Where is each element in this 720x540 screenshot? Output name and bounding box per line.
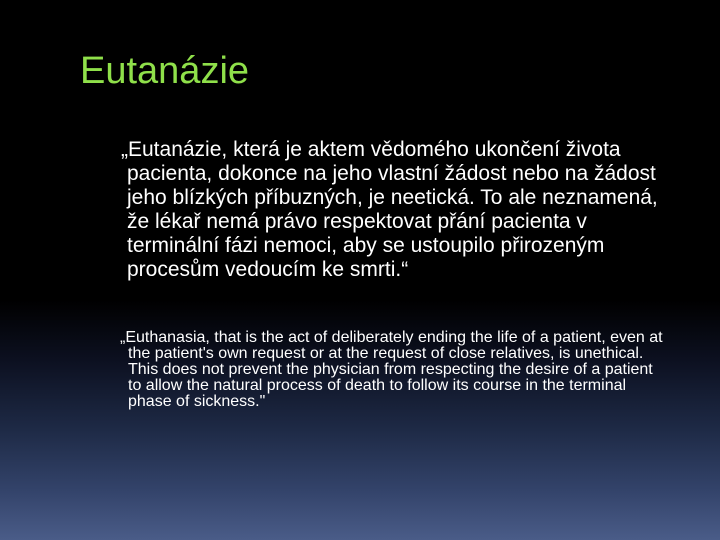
slide-title: Eutanázie [80, 50, 250, 92]
czech-quote: „Eutanázie, která je aktem vědomého ukončení života pacienta, dokonce na jeho vlastní žádost nebo na žádost jeho blízkých příbuzných, je neetická. To ale neznamená, že lékař nemá právo respektovat přání pacienta v terminální fázi nemoci, aby se ustoupilo přirozeným procesům vedoucím ke smrti.“ [121, 138, 658, 281]
english-quote: „Euthanasia, that is the act of deliberately ending the life of a patient, even at the patient's own request or at the request of close relatives, is unethical. This does not prevent the physician from respecting the desire of a patient to allow the natural process of death to follow its course in the terminal phase of sickness." [120, 329, 663, 410]
